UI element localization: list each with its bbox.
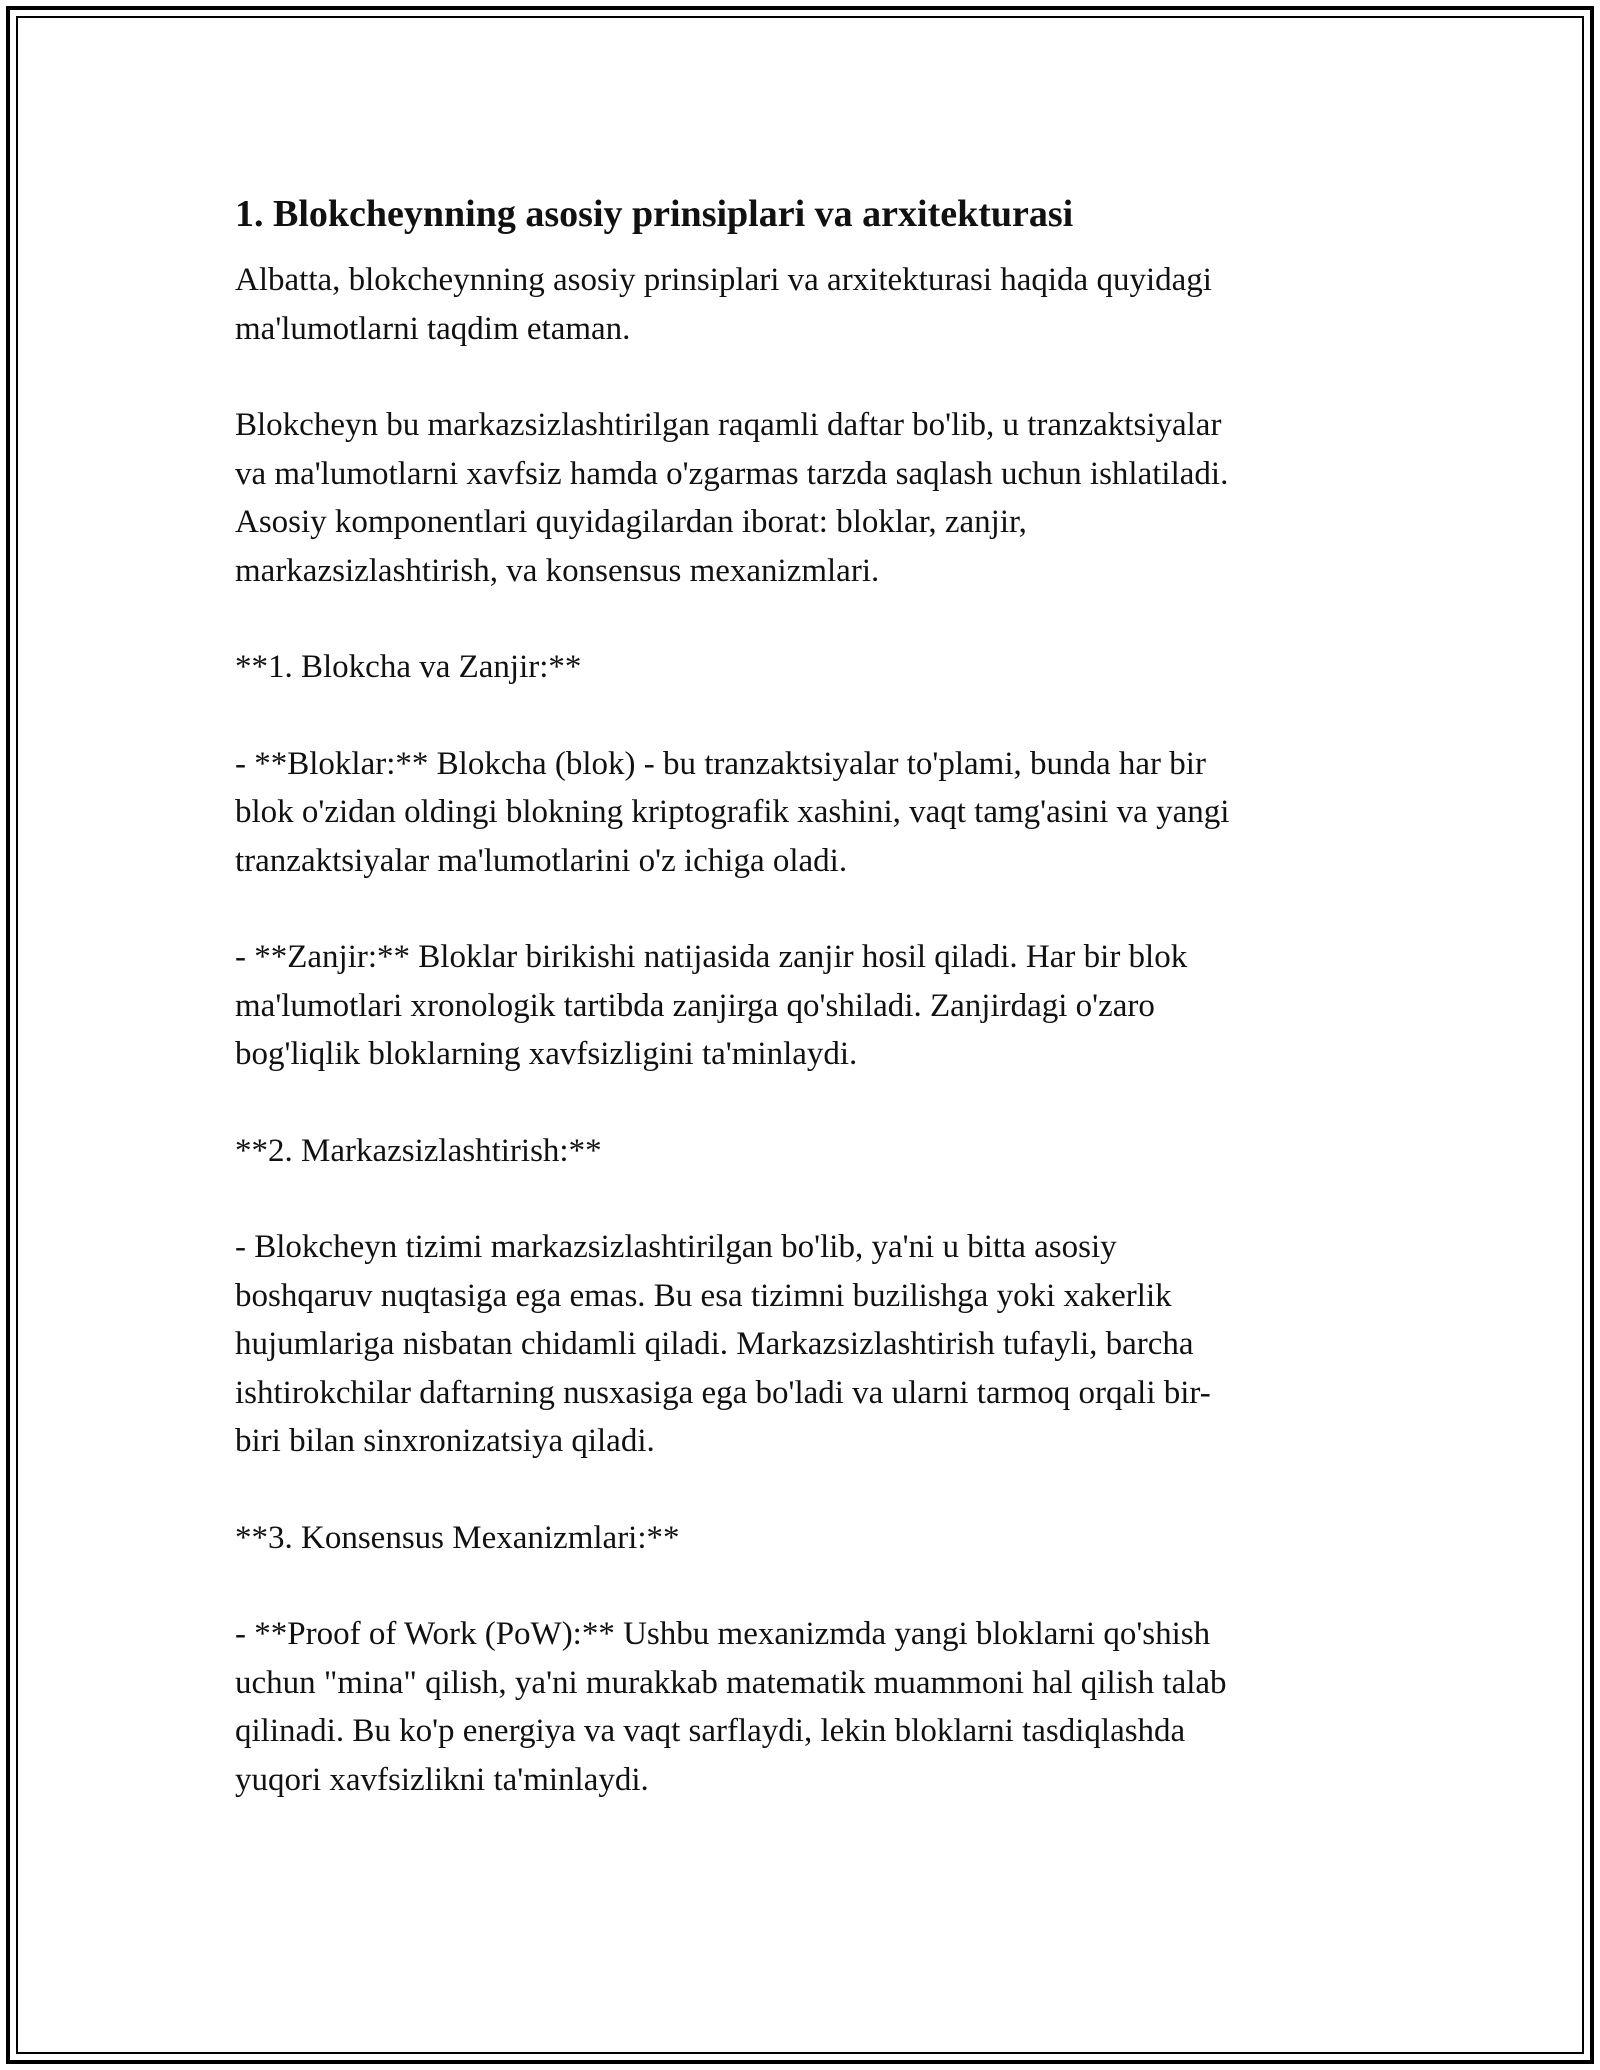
paragraph-chain: - **Zanjir:** Bloklar birikishi natijasida zanjir hosil qiladi. Har bir blok ma'lumotlari xronologik tartibda zanjirga qo'shiladi. Zanjirdagi o'zaro bog'liqlik bloklarning xavfsizligini ta'minlaydi. [235, 939, 1188, 1072]
section-heading-consensus: **3. Konsensus Mexanizmlari:** [235, 1519, 680, 1556]
section-heading-blocks-chain: **1. Blokcha va Zanjir:** [235, 649, 582, 685]
document-body [235, 188, 1375, 1852]
paragraph-intro: Albatta, blokcheynning asosiy prinsiplari va arxitekturasi haqida quyidagi ma'lumotlarni taqdim etaman. [235, 262, 1212, 347]
paragraph-definition: Blokcheyn bu markazsizlashtirilgan raqamli daftar bo'lib, u tranzaktsiyalar va ma'lumotlarni xavfsiz hamda o'zgarmas tarzda saqlash uchun ishlatiladi. Asosiy komponentlari quyidagilardan iborat: bloklar, zanjir, markazsizlashtirish, va konsensus mexanizmlari. [235, 407, 1229, 589]
document-title: 1. Blokcheynning asosiy prinsiplari va arxitekturasi [235, 193, 1074, 235]
paragraph-decentralization: - Blokcheyn tizimi markazsizlashtirilgan bo'lib, ya'ni u bitta asosiy boshqaruv nuqtasiga ega emas. Bu esa tizimni buzilishga yoki xakerlik hujumlariga nisbatan chidamli qiladi. Markazsizlashtirish tufayli, barcha ishtirokchilar daftarning nusxasiga ega bo'ladi va ularni tarmoq orqali bir- biri bilan sinxronizatsiya qiladi. [235, 1229, 1211, 1459]
paragraph-proof-of-work: - **Proof of Work (PoW):** Ushbu mexanizmda yangi bloklarni qo'shish uchun "mina" qilish, ya'ni murakkab matematik muammoni hal qilish talab qilinadi. Bu ko'p energiya va vaqt sarflaydi, lekin bloklarni tasdiqlashda yuqori xavfsizlikni ta'minlaydi. [235, 1616, 1227, 1798]
section-heading-decentralization: **2. Markazsizlashtirish:** [235, 1132, 602, 1169]
paragraph-blocks: - **Bloklar:** Blokcha (blok) - bu tranzaktsiyalar to'plami, bunda har bir blok o'zidan oldingi blokning kriptografik xashini, vaqt tamg'asini va yangi tranzaktsiyalar ma'lumotlarini o'z ichiga oladi. [235, 745, 1230, 879]
